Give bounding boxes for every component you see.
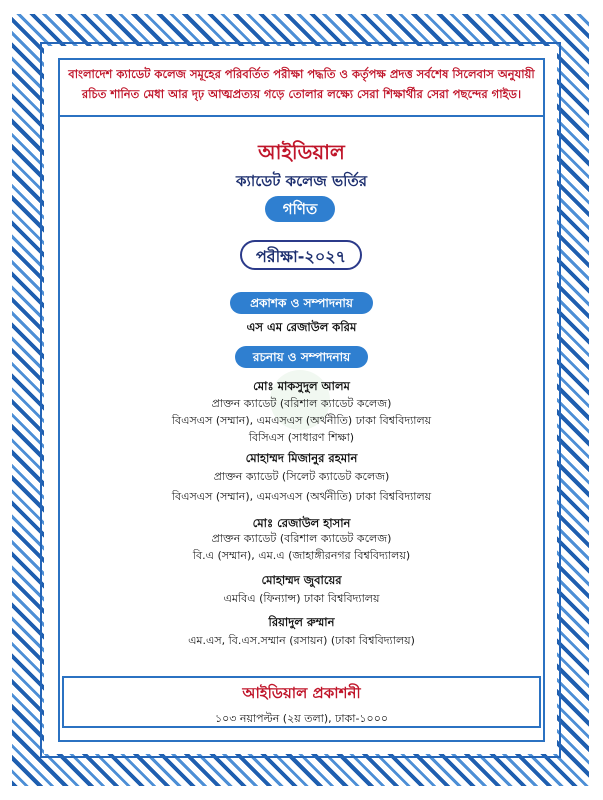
editor-detail: বিএসএস (সম্মান), এমএসএস (অর্থনীতি) ঢাকা বিশ্ববিদ্যালয় xyxy=(171,414,432,427)
editors-heading: রচনায় ও সম্পাদনায় xyxy=(235,346,368,368)
editor-name: রিয়াদুল রুম্মান xyxy=(268,615,335,629)
editor-detail: প্রাক্তন ক্যাডেট (বরিশাল ক্যাডেট কলেজ) xyxy=(211,397,392,410)
editor-detail: প্রাক্তন ক্যাডেট (সিলেট ক্যাডেট কলেজ) xyxy=(213,470,390,483)
editor-detail: এমবিএ (ফিন্যান্স) ঢাকা বিশ্ববিদ্যালয় xyxy=(223,592,380,605)
intro-divider xyxy=(58,115,545,117)
editor-name: মোঃ মাকসুদুল আলম xyxy=(253,379,350,393)
editor-detail: এম.এস, বি.এস.সম্মান (রসায়ন) (ঢাকা বিশ্ববিদ্যালয়) xyxy=(188,634,415,647)
editor-detail: বি.এ (সম্মান), এম.এ (জাহাঙ্গীরনগর বিশ্ববিদ্যালয়) xyxy=(192,549,411,562)
editor-name: মোঃ রেজাউল হাসান xyxy=(252,516,351,530)
subject-badge: গণিত xyxy=(265,196,335,222)
editor-detail: বিসিএস (সাধারণ শিক্ষা) xyxy=(248,431,355,444)
intro-line-2: রচিত শানিত মেধা আর দৃঢ় আত্মপ্রত্যয় গড়ে তোলার লক্ষ্যে সেরা শিক্ষার্থীর সেরা পছন্দের গাইড। xyxy=(81,87,522,101)
publisher-name: এস এম রেজাউল করিম xyxy=(246,320,357,334)
exam-badge: পরীক্ষা-২০২৭ xyxy=(240,240,362,270)
editor-name: মোহাম্মদ মিজানুর রহমান xyxy=(245,451,358,465)
editor-detail: বিএসএস (সম্মান), এমএসএস (অর্থনীতি) ঢাকা বিশ্ববিদ্যালয় xyxy=(171,490,432,503)
book-subtitle: ক্যাডেট কলেজ ভর্তির xyxy=(236,172,367,190)
publisher-box-name: আইডিয়াল প্রকাশনী xyxy=(242,684,361,702)
editor-name: মোহাম্মদ জুবায়ের xyxy=(261,573,342,587)
intro-text xyxy=(64,64,539,104)
intro-line-1: বাংলাদেশ ক্যাডেট কলেজ সমূহের পরিবর্তিত পরীক্ষা পদ্ধতি ও কর্তৃপক্ষ প্রদত্ত সর্বশেষ সিলেবাস অনুযায়ী xyxy=(68,67,535,81)
editor-detail: প্রাক্তন ক্যাডেট (বরিশাল ক্যাডেট কলেজ) xyxy=(211,532,392,545)
publisher-box-address: ১০৩ নয়াপল্টন (২য় তলা), ঢাকা-১০০০ xyxy=(214,712,389,725)
publisher-box xyxy=(62,676,541,728)
book-title: আইডিয়াল xyxy=(258,140,345,164)
publisher-heading: প্রকাশক ও সম্পাদনায় xyxy=(230,292,373,314)
